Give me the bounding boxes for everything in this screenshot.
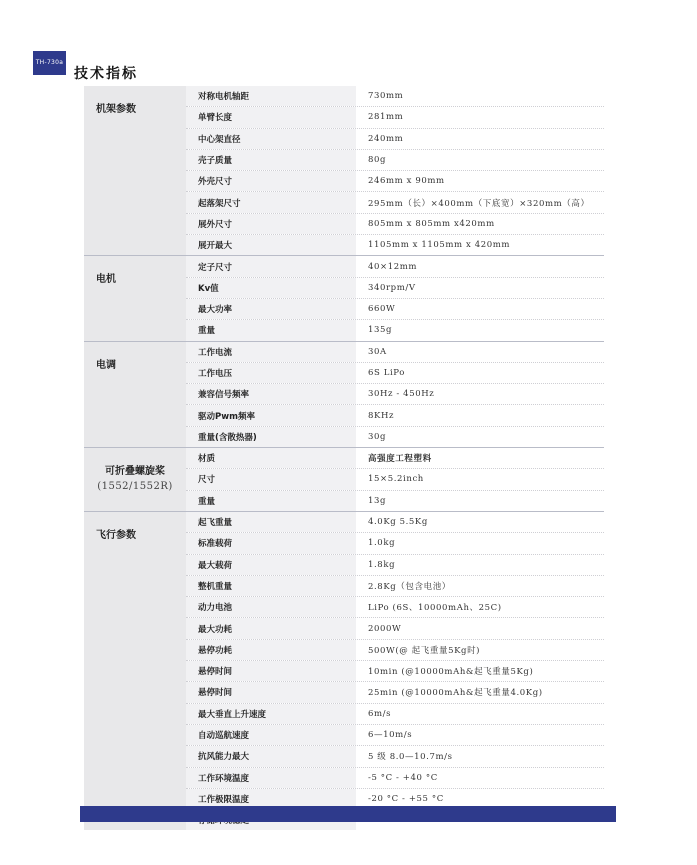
spec-row xyxy=(186,256,604,276)
spec-row xyxy=(186,342,604,362)
spec-row xyxy=(186,448,604,468)
spec-row xyxy=(186,745,604,766)
spec-label: Kv值 xyxy=(186,278,356,298)
spec-row xyxy=(186,767,604,788)
spec-value: 5 级 8.0—10.7m/s xyxy=(368,752,453,763)
spec-value: 295mm（长）×400mm（下底宽）×320mm（高） xyxy=(368,198,590,209)
spec-label: 起飞重量 xyxy=(186,512,356,532)
spec-row xyxy=(186,660,604,681)
spec-label: 展开最大 xyxy=(186,235,356,255)
spec-label: 重量 xyxy=(186,320,356,340)
spec-row xyxy=(186,170,604,191)
spec-row xyxy=(186,617,604,638)
spec-label: 动力电池 xyxy=(186,597,356,617)
spec-label: 对称电机轴距 xyxy=(186,86,356,106)
model-badge: TH-730a xyxy=(33,51,66,75)
rows xyxy=(186,86,604,255)
category-cell xyxy=(84,256,186,340)
section-propeller xyxy=(84,447,604,511)
spec-value: 15×5.2inch xyxy=(368,474,424,485)
spec-value: 13g xyxy=(368,495,387,506)
spec-value: LiPo (6S、10000mAh、25C) xyxy=(368,603,502,614)
category-cell xyxy=(84,512,186,830)
spec-label: 起落架尺寸 xyxy=(186,192,356,212)
rows xyxy=(186,256,604,340)
section-flight xyxy=(84,511,604,830)
spec-label: 最大载荷 xyxy=(186,555,356,575)
spec-row xyxy=(186,532,604,553)
spec-value: 2.8Kg（包含电池） xyxy=(368,581,451,592)
spec-value: 805mm x 805mm x420mm xyxy=(368,218,495,229)
spec-row xyxy=(186,639,604,660)
spec-value: 10min (@10000mAh&起飞重量5Kg) xyxy=(368,667,534,678)
spec-value: 240mm xyxy=(368,133,404,144)
page-title: 技术指标 xyxy=(74,66,138,82)
rows xyxy=(186,512,604,830)
spec-value: 730mm xyxy=(368,91,404,102)
spec-row xyxy=(186,86,604,106)
category-name: 机架参数 xyxy=(96,104,136,115)
spec-label: 重量 xyxy=(186,491,356,511)
category-cell xyxy=(84,86,186,255)
spec-row xyxy=(186,191,604,212)
rows xyxy=(186,342,604,447)
spec-value: 6S LiPo xyxy=(368,368,405,378)
spec-row xyxy=(186,490,604,511)
spec-row xyxy=(186,703,604,724)
spec-value: 30A xyxy=(368,346,387,357)
spec-label: 工作极限温度 xyxy=(186,789,356,809)
spec-label: 材质 xyxy=(186,448,356,468)
spec-value: 135g xyxy=(368,325,393,336)
category-cell xyxy=(84,448,186,511)
spec-value: 2000W xyxy=(368,623,402,634)
spec-row xyxy=(186,277,604,298)
spec-label: 壳子质量 xyxy=(186,150,356,170)
category-cell xyxy=(84,342,186,447)
spec-row xyxy=(186,596,604,617)
spec-value: 246mm x 90mm xyxy=(368,176,445,187)
spec-value: 80g xyxy=(368,155,387,166)
spec-row xyxy=(186,468,604,489)
spec-label: 工作电压 xyxy=(186,363,356,383)
spec-label: 展外尺寸 xyxy=(186,214,356,234)
spec-row xyxy=(186,234,604,255)
spec-value: 40×12mm xyxy=(368,261,418,272)
category-name: 飞行参数 xyxy=(96,529,136,541)
footer-bar xyxy=(80,806,616,822)
spec-value: 4.0Kg 5.5Kg xyxy=(368,517,428,528)
spec-label: 驱动Pwm频率 xyxy=(186,405,356,425)
spec-row xyxy=(186,149,604,170)
section-motor xyxy=(84,255,604,340)
section-esc xyxy=(84,341,604,447)
spec-value: 1.8kg xyxy=(368,559,396,570)
spec-value: 高强度工程塑料 xyxy=(368,454,432,465)
category-name: 可折叠螺旋桨 xyxy=(105,466,165,478)
spec-label: 兼容信号频率 xyxy=(186,384,356,404)
spec-row xyxy=(186,512,604,532)
spec-row xyxy=(186,298,604,319)
spec-label: 单臂长度 xyxy=(186,107,356,127)
spec-value: 1.0kg xyxy=(368,538,396,549)
spec-value: -20 °C - +55 °C xyxy=(368,793,444,804)
spec-value: 6m/s xyxy=(368,708,392,719)
spec-label: 最大垂直上升速度 xyxy=(186,704,356,724)
spec-row xyxy=(186,426,604,447)
spec-value: 1105mm x 1105mm x 420mm xyxy=(368,240,511,251)
category-name: 电机 xyxy=(96,274,116,286)
spec-row xyxy=(186,383,604,404)
spec-value: 660W xyxy=(368,304,396,315)
spec-label: 最大功耗 xyxy=(186,618,356,638)
spec-label: 标准载荷 xyxy=(186,533,356,553)
spec-value: 6—10m/s xyxy=(368,730,413,741)
spec-label: 工作环境温度 xyxy=(186,768,356,788)
spec-label: 悬停时间 xyxy=(186,661,356,681)
spec-label: 工作电流 xyxy=(186,342,356,362)
spec-label: 自动巡航速度 xyxy=(186,725,356,745)
spec-value: 25min (@10000mAh&起飞重量4.0Kg) xyxy=(368,688,543,699)
spec-value: -5 °C - +40 °C xyxy=(368,772,438,783)
spec-label: 尺寸 xyxy=(186,469,356,489)
spec-row xyxy=(186,213,604,234)
spec-value: 30g xyxy=(368,431,387,442)
spec-label: 重量(含散热器) xyxy=(186,427,356,447)
spec-row xyxy=(186,554,604,575)
spec-row xyxy=(186,319,604,340)
section-frame xyxy=(84,86,604,255)
spec-value: 281mm xyxy=(368,112,404,123)
spec-row xyxy=(186,724,604,745)
spec-label: 悬停时间 xyxy=(186,682,356,702)
spec-value: 30Hz - 450Hz xyxy=(368,389,435,400)
spec-label: 整机重量 xyxy=(186,576,356,596)
category-subtitle: (1552/1552R) xyxy=(97,481,173,493)
spec-row xyxy=(186,362,604,383)
spec-label: 定子尺寸 xyxy=(186,256,356,276)
spec-table xyxy=(84,86,604,830)
spec-row xyxy=(186,404,604,425)
spec-label: 抗风能力最大 xyxy=(186,746,356,766)
spec-label: 最大功率 xyxy=(186,299,356,319)
spec-label: 外壳尺寸 xyxy=(186,171,356,191)
rows xyxy=(186,448,604,511)
spec-row xyxy=(186,681,604,702)
spec-row xyxy=(186,106,604,127)
spec-row xyxy=(186,575,604,596)
spec-row xyxy=(186,128,604,149)
spec-label: 中心架直径 xyxy=(186,129,356,149)
spec-label: 悬停功耗 xyxy=(186,640,356,660)
category-name: 电调 xyxy=(96,359,116,371)
spec-value: 8KHz xyxy=(368,410,395,421)
spec-value: 500W(@ 起飞重量5Kg时) xyxy=(368,645,481,656)
spec-value: 340rpm/V xyxy=(368,282,416,293)
